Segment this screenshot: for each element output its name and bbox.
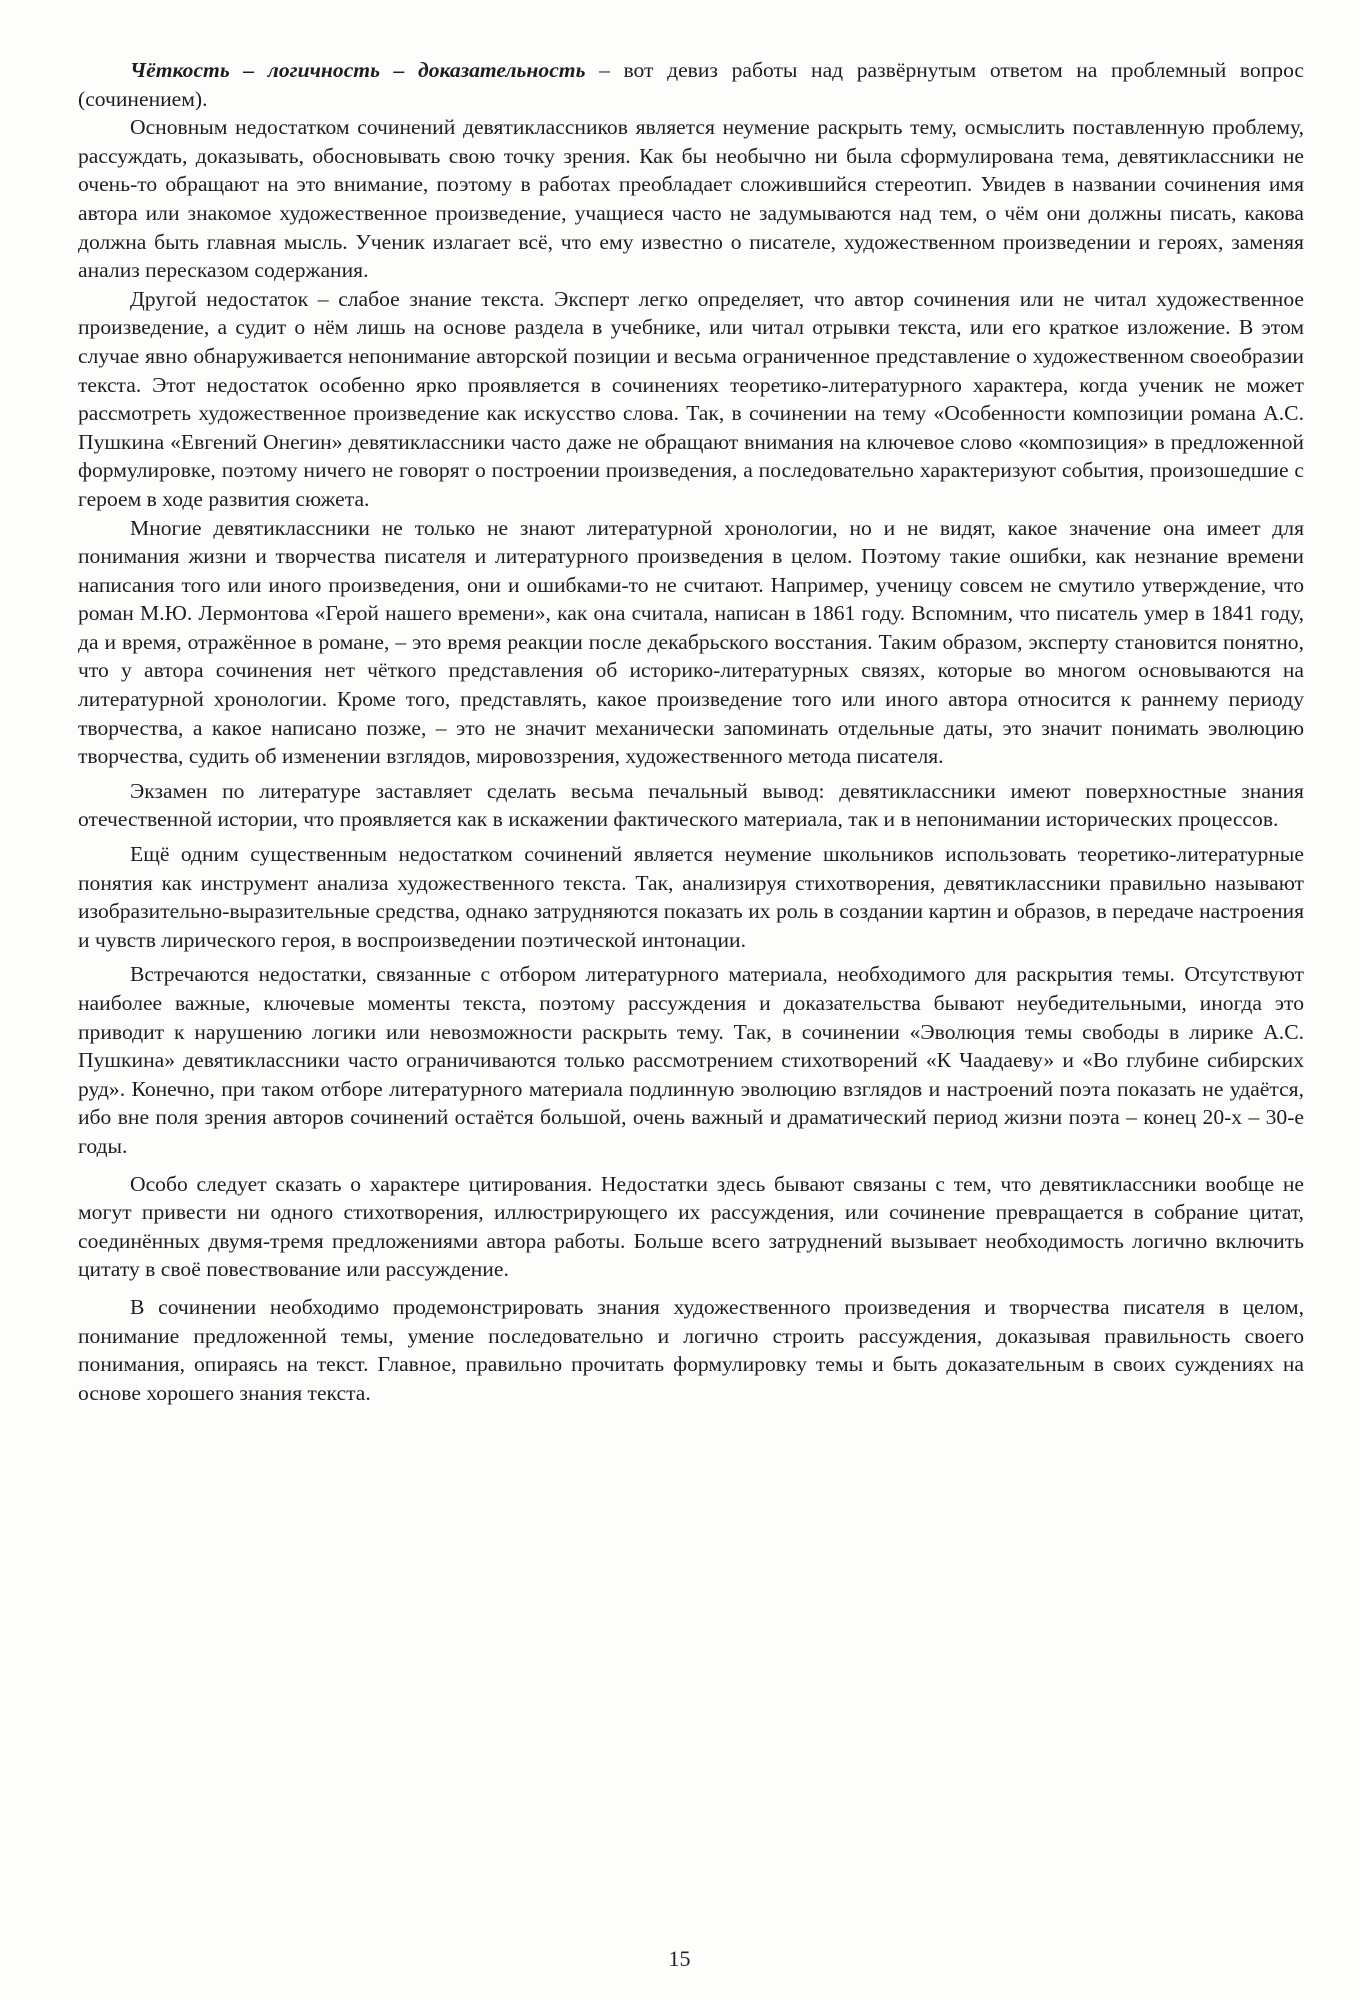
paragraph-history-knowledge: Экзамен по литературе заставляет сделать весьма печальный вывод: девятиклассники имеют поверхностные знания отечественной истории, что проявляется как в искажении фактического материала, так и в непонимании исторических процессов. [78,778,1304,832]
paragraph-citation: Особо следует сказать о характере цитирования. Недостатки здесь бывают связаны с тем, что девятиклассники вообще не могут привести ни одного стихотворения, иллюстрирующего их рассуждения, или сочинение превращается в собрание цитат, соединённых двумя-тремя предложениями автора работы. Больше всего затруднений вызывает необходимость логично включить цитату в своё повествование или рассуждение. [78,1171,1304,1282]
body-text [78,56,1304,1407]
paragraph-literary-concepts: Ещё одним существенным недостатком сочинений является неумение школьников использовать теоретико-литературные понятия как инструмент анализа художественного текста. Так, анализируя стихотворения, девятиклассники правильно называют изобразительно-выразительные средства, однако затрудняются показать их роль в создании картин и образов, в передаче настроения и чувств лирического героя, в воспроизведении поэтической интонации. [78,842,1304,952]
intro-rest: – вот девиз работы над развёрнутым ответом на проблемный вопрос (сочинением). [78,58,1304,111]
paragraph-main-shortcoming: Основным недостатком сочинений девятиклассников является неумение раскрыть тему, осмыслить поставленную проблему, рассуждать, доказывать, обосновывать свою точку зрения. Как бы необычно ни была сформулирована тема, девятиклассники не очень-то обращают на это внимание, поэтому в работах преобладает сложившийся стереотип. Увидев в названии сочинения имя автора или знакомое художественное произведение, учащиеся часто не задумываются над тем, о чём они должны писать, какова должна быть главная мысль. Ученик излагает всё, что ему известно о писателе, художественном произведении и героях, заменяя анализ пересказом содержания. [78,115,1304,283]
intro-paragraph [78,56,1304,113]
paragraph-weak-text-knowledge: Другой недостаток – слабое знание текста. Эксперт легко определяет, что автор сочинения или не читал художественное произведение, а судит о нём лишь на основе раздела в учебнике, или читал отрывки текста, или его краткое изложение. В этом случае явно обнаруживается непонимание авторской позиции и весьма ограниченное представление о художественном своеобразии текста. Этот недостаток особенно ярко проявляется в сочинениях теоретико-литературного характера, когда ученик не может рассмотреть художественное произведение как искусство слова. Так, в сочинении на тему «Особенности композиции романа А.С. Пушкина «Евгений Онегин» девятиклассники часто даже не обращают внимания на ключевое слово «композиция» в предложенной формулировке, поэтому ничего не говорят о построении произведения, а последовательно характеризуют события, произошедшие с героем в ходе развития сюжета. [78,286,1304,511]
paragraph-conclusion: В сочинении необходимо продемонстрировать знания художественного произведения и творчества писателя в целом, понимание предложенной темы, умение последовательно и логично строить рассуждения, доказывая правильность своего понимания, опираясь на текст. Главное, правильно прочитать формулировку темы и быть доказательным в своих суждениях на основе хорошего знания текста. [78,1294,1304,1405]
page-number: 15 [668,1946,691,1971]
paragraph-literary-chronology: Многие девятиклассники не только не знают литературной хронологии, но и не видят, какое значение она имеет для понимания жизни и творчества писателя и литературного произведения в целом. Поэтому такие ошибки, как незнание времени написания того или иного произведения, они и ошибками-то не считают. Например, ученицу совсем не смутило утверждение, что роман М.Ю. Лермонтова «Герой нашего времени», как она считала, написан в 1861 году. Вспомним, что писатель умер в 1841 году, да и время, отражённое в романе, – это время реакции после декабрьского восстания. Таким образом, эксперту становится понятно, что у автора сочинения нет чёткого представления об историко-литературных связях, которые во многом основываются на литературной хронологии. Кроме того, представлять, какое произведение того или иного автора относится к раннему периоду творчества, а какое написано позже, – это не значит механически запоминать отдельные даты, это значит понимать эволюцию творчества, судить об изменении взглядов, мировоззрения, художественного метода писателя. [78,515,1304,769]
paragraph-material-selection: Встречаются недостатки, связанные с отбором литературного материала, необходимого для раскрытия темы. Отсутствуют наиболее важные, ключевые моменты текста, поэтому рассуждения и доказательства бывают неубедительными, иногда это приводит к нарушению логики или невозможности раскрыть тему. Так, в сочинении «Эволюция темы свободы в лирике А.С. Пушкина» девятиклассники часто ограничиваются только рассмотрением стихотворений «К Чаадаеву» и «Во глубине сибирских руд». Конечно, при таком отборе литературного материала подлинную эволюцию взглядов и настроений поэта показать не удаётся, ибо вне поля зрения авторов сочинений остаётся большой, очень важный и драматический период жизни поэта – конец 20-х – 30-е годы. [78,962,1304,1158]
intro-lead-phrase: Чёткость – логичность – доказательность [130,58,586,82]
